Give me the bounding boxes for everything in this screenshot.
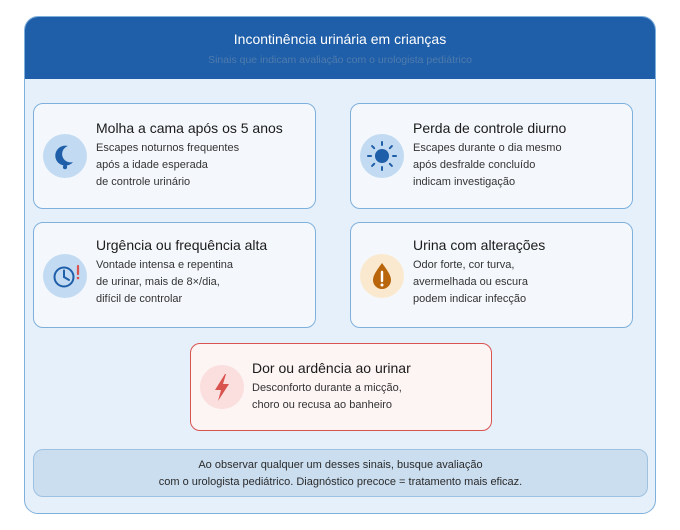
page-subtitle: Sinais que indicam avaliação com o urologista pediátrico (208, 54, 472, 66)
moon-drop-icon (43, 134, 87, 178)
footer-text: Ao observar qualquer um desses sinais, busque avaliação com o urologista pediátrico. Diagnóstico precoce = tratamento mais eficaz. (158, 459, 523, 488)
card-urine-changes (350, 222, 633, 328)
main-panel (24, 16, 656, 514)
card-description: Odor forte, cor turva, avermelhada ou escura podem indicar infecção (413, 259, 528, 305)
card-bedwetting (33, 103, 316, 209)
header-bar (25, 17, 655, 79)
card-title: Dor ou ardência ao urinar (252, 360, 411, 376)
card-description: Vontade intensa e repentina de urinar, mais de 8×/dia, difícil de controlar (96, 259, 234, 305)
sun-icon (360, 134, 404, 178)
card-title: Molha a cama após os 5 anos (96, 120, 283, 136)
drop-warning-icon (360, 254, 404, 298)
card-pain (190, 343, 492, 431)
card-description: Escapes noturnos frequentes após a idade esperada de controle urinário (96, 142, 240, 188)
card-title: Perda de controle diurno (413, 120, 567, 136)
card-title: Urina com alterações (413, 237, 546, 253)
card-description: Escapes durante o dia mesmo após desfralde concluído indicam investigação (413, 142, 562, 188)
card-urgency (33, 222, 316, 328)
card-description: Desconforto durante a micção, choro ou recusa ao banheiro (252, 382, 402, 411)
clock-alert-icon (43, 254, 87, 298)
page-title: Incontinência urinária em crianças (233, 31, 447, 47)
lightning-icon (200, 365, 244, 409)
footer-note (33, 449, 648, 497)
card-title: Urgência ou frequência alta (96, 237, 268, 253)
card-daytime-loss (350, 103, 633, 209)
